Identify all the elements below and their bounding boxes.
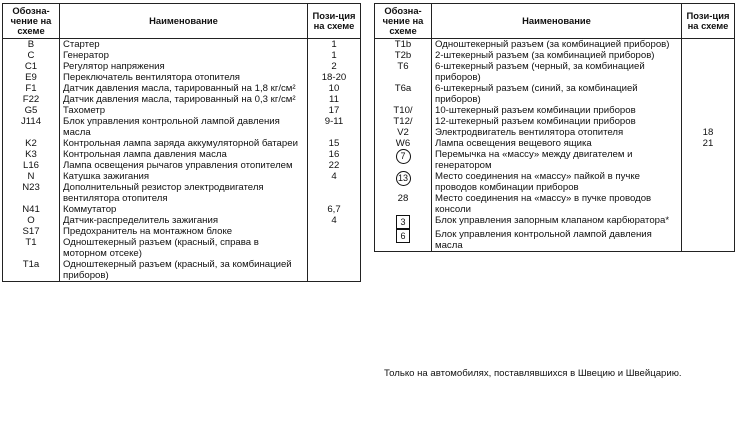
component-code	[375, 171, 432, 193]
diagram-position: 21	[682, 138, 735, 149]
component-code: 28	[375, 193, 432, 215]
component-code: W6	[375, 138, 432, 149]
diagram-position: 17	[308, 105, 361, 116]
ground-point-marker: 7	[396, 149, 411, 164]
table-row	[375, 83, 735, 105]
table-row	[375, 149, 735, 171]
table-row	[375, 116, 735, 127]
diagram-position	[682, 105, 735, 116]
diagram-position	[308, 259, 361, 282]
diagram-position: 6,7	[308, 204, 361, 215]
component-name: Место соединения на «массу» в пучке проводов консоли	[432, 193, 682, 215]
table-header-row	[375, 4, 735, 39]
component-code: S17	[3, 226, 60, 237]
table-row	[3, 215, 361, 226]
component-code: F22	[3, 94, 60, 105]
component-name: 6-штекерный разъем (черный, за комбинацией приборов)	[432, 61, 682, 83]
table-row	[3, 149, 361, 160]
diagram-position	[682, 229, 735, 252]
module-marker: 3	[396, 215, 410, 229]
component-name: Стартер	[60, 39, 308, 51]
table-row	[375, 229, 735, 252]
table-row	[375, 61, 735, 83]
component-code: B	[3, 39, 60, 51]
diagram-position	[682, 50, 735, 61]
diagram-position: 9-11	[308, 116, 361, 138]
component-name: Коммутатор	[60, 204, 308, 215]
component-name: Одноштекерный разъем (красный, справа в моторном отсеке)	[60, 237, 308, 259]
component-code: G5	[3, 105, 60, 116]
component-name: Блок управления контрольной лампой давления масла	[432, 229, 682, 252]
header-code: Обозна-чение на схеме	[375, 4, 432, 39]
component-code: L16	[3, 160, 60, 171]
component-name: Место соединения на «массу» пайкой в пучке проводов комбинации приборов	[432, 171, 682, 193]
table-row	[3, 94, 361, 105]
component-code	[375, 229, 432, 252]
ground-point-marker: 13	[396, 171, 411, 186]
component-code: T2b	[375, 50, 432, 61]
component-name: Дополнительный резистор электродвигателя вентилятора отопителя	[60, 182, 308, 204]
diagram-position	[308, 237, 361, 259]
table-row	[375, 50, 735, 61]
header-position: Пози-ция на схеме	[682, 4, 735, 39]
table-row	[375, 171, 735, 193]
header-code: Обозна-чение на схеме	[3, 4, 60, 39]
header-name: Наименование	[432, 4, 682, 39]
component-name: 12-штекерный разъем комбинации приборов	[432, 116, 682, 127]
diagram-position	[308, 226, 361, 237]
right-legend-table	[374, 3, 735, 252]
table-row	[375, 215, 735, 229]
component-code: N41	[3, 204, 60, 215]
component-code	[375, 149, 432, 171]
diagram-position	[682, 61, 735, 83]
component-code: T10/	[375, 105, 432, 116]
table-row	[3, 72, 361, 83]
component-code: K3	[3, 149, 60, 160]
component-code: C1	[3, 61, 60, 72]
component-code: O	[3, 215, 60, 226]
diagram-position	[682, 116, 735, 127]
table-row	[3, 171, 361, 182]
component-code: J114	[3, 116, 60, 138]
component-name: Перемычка на «массу» между двигателем и генератором	[432, 149, 682, 171]
diagram-position: 1	[308, 39, 361, 51]
diagram-position: 16	[308, 149, 361, 160]
component-name: Предохранитель на монтажном блоке	[60, 226, 308, 237]
diagram-position	[682, 193, 735, 215]
component-code: T1b	[375, 39, 432, 51]
component-code: E9	[3, 72, 60, 83]
diagram-position: 18-20	[308, 72, 361, 83]
diagram-position: 4	[308, 171, 361, 182]
component-name: Лампа освещения вещевого ящика	[432, 138, 682, 149]
table-row	[3, 138, 361, 149]
component-name: Тахометр	[60, 105, 308, 116]
component-name: Регулятор напряжения	[60, 61, 308, 72]
component-name: Генератор	[60, 50, 308, 61]
component-name: Блок управления контрольной лампой давления масла	[60, 116, 308, 138]
component-code: T1	[3, 237, 60, 259]
component-name: Датчик давления масла, тарированный на 1,8 кг/см²	[60, 83, 308, 94]
table-row	[3, 237, 361, 259]
left-legend-table	[2, 3, 361, 282]
diagram-position	[682, 149, 735, 171]
table-row	[375, 39, 735, 51]
table-row	[3, 50, 361, 61]
header-position: Пози-ция на схеме	[308, 4, 361, 39]
component-code: V2	[375, 127, 432, 138]
component-code: T6	[375, 61, 432, 83]
component-code: N	[3, 171, 60, 182]
table-row	[3, 105, 361, 116]
header-name: Наименование	[60, 4, 308, 39]
component-name: 10-штекерный разъем комбинации приборов	[432, 105, 682, 116]
table-row	[3, 116, 361, 138]
component-name: 6-штекерный разъем (синий, за комбинацией приборов)	[432, 83, 682, 105]
component-name: Контрольная лампа заряда аккумуляторной батареи	[60, 138, 308, 149]
table-row	[3, 182, 361, 204]
component-name: Контрольная лампа давления масла	[60, 149, 308, 160]
table-row	[375, 105, 735, 116]
table-row	[3, 39, 361, 51]
component-code: T12/	[375, 116, 432, 127]
left-table-body	[3, 39, 361, 282]
diagram-position	[308, 182, 361, 204]
diagram-position	[682, 215, 735, 229]
table-row	[3, 61, 361, 72]
component-code: F1	[3, 83, 60, 94]
diagram-position: 10	[308, 83, 361, 94]
component-name: Переключатель вентилятора отопителя	[60, 72, 308, 83]
diagram-position: 22	[308, 160, 361, 171]
module-marker: 6	[396, 229, 410, 243]
table-row	[375, 127, 735, 138]
table-row	[3, 259, 361, 282]
component-name: Блок управления запорным клапаном карбюратора*	[432, 215, 682, 229]
component-code: T1a	[3, 259, 60, 282]
table-row	[3, 160, 361, 171]
table-row	[375, 138, 735, 149]
diagram-position: 11	[308, 94, 361, 105]
diagram-position: 2	[308, 61, 361, 72]
diagram-position	[682, 171, 735, 193]
diagram-position: 18	[682, 127, 735, 138]
component-code: N23	[3, 182, 60, 204]
diagram-position: 15	[308, 138, 361, 149]
component-name: Катушка зажигания	[60, 171, 308, 182]
table-row	[3, 83, 361, 94]
table-row	[3, 204, 361, 215]
diagram-position	[682, 39, 735, 51]
table-header-row	[3, 4, 361, 39]
diagram-position	[682, 83, 735, 105]
right-table-body	[375, 39, 735, 252]
component-name: Датчик давления масла, тарированный на 0,3 кг/см²	[60, 94, 308, 105]
table-row	[3, 226, 361, 237]
component-name: Электродвигатель вентилятора отопителя	[432, 127, 682, 138]
component-code: T6a	[375, 83, 432, 105]
component-code: C	[3, 50, 60, 61]
footnote: Только на автомобилях, поставлявшихся в Швецию и Швейцарию.	[384, 368, 682, 379]
component-code	[375, 215, 432, 229]
component-name: Одноштекерный разъем (красный, за комбинацией приборов)	[60, 259, 308, 282]
component-code: K2	[3, 138, 60, 149]
component-name: Лампа освещения рычагов управления отопителем	[60, 160, 308, 171]
diagram-position: 1	[308, 50, 361, 61]
diagram-position: 4	[308, 215, 361, 226]
component-name: Датчик-распределитель зажигания	[60, 215, 308, 226]
component-name: 2-штекерный разъем (за комбинацией приборов)	[432, 50, 682, 61]
table-row	[375, 193, 735, 215]
component-name: Одноштекерный разъем (за комбинацией приборов)	[432, 39, 682, 51]
